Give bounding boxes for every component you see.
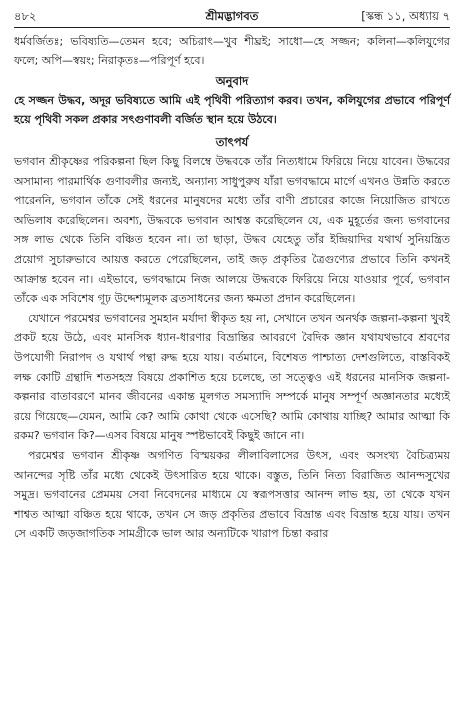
section-reference: [স্কন্ধ ১১, অধ্যায় ৭ — [361, 9, 450, 23]
translation-text: হে সজ্জন উদ্ধব, অদূর ভবিষ্যতে আমি এই পৃথিবী পরিত্যাগ করব। তখন, কলিযুগের প্রভাবে পরিপূর্ণ হয়ে পৃথিবী সকল প্রকার সৎগুণাবলী বর্জিত স্থান হয়ে উঠবে। — [14, 94, 450, 126]
purport-paragraph-1: ভগবান শ্রীকৃষ্ণের পরিকল্পনা ছিল কিছু বিলম্বে উদ্ধবকে তাঁর নিত্যধামে ফিরিয়ে নিয়ে যাবেন। উদ্ধবের অসামান্য পারমার্থিক গুণাবলীর জন্যই, অন্যান্য সাধুপুরুষ যাঁরা ভগবদ্ধামে মার্গে এখনও উন্নতি করতে পারেননি, ভগবান তাঁকে সেই ধরনের মানুষদের মধ্যে তাঁর বাণী প্রচারের কাজে নিয়োজিত রাখতে অভিলাষ করেছিলেন। অবশ্য, উদ্ধবকে ভগবান আশ্বস্ত করেছিলেন যে, এক মুহূর্তের জন্য ভগবানের সঙ্গ লাভ থেকে তিনি বঞ্চিত হবেন না। তা ছাড়া, উদ্ধব যেহেতু তাঁর ইন্দ্রিয়াদির যথার্থ সুনিয়ন্ত্রিত প্রয়োগ সুচারুভাবে আয়ত্ত করতে পেরেছিলেন, তাই জড় প্রকৃতির ত্রৈগুণ্যের প্রভাবে তিনি কখনই আক্রান্ত হবেন না। এইভাবে, ভগবদ্ধামে নিজ আলয়ে উদ্ধবকে ফিরিয়ে নিয়ে যাওয়ার পূর্বে, ভগবান তাঁকে এক সবিশেষ গূঢ় উদ্দেশ্যমূলক ব্রতসাধনের জন্য ক্ষমতা প্রদান করেছিলেন। — [14, 155, 450, 306]
purport-paragraph-3: পরমেশ্বর ভগবান শ্রীকৃষ্ণ অগণিত বিস্ময়কর লীলাবিলাসের উৎস, এবং অসংখ্য বৈচিত্র্যময় আনন্দের সৃষ্টি তাঁর মধ্যে থেকেই উৎসারিত হয়ে থাকে। বস্তুত, তিনি নিত্য বিরাজিত আনন্দসুখের সমুদ্র। ভগবানের প্রেমময় সেবা নিবেদনের মাধ্যমে যে স্বরূপসত্তার আনন্দ লাভ হয়, তা থেকে যখন শাশ্বত আত্মা বঞ্চিত হয়ে থাকে, তখন সে জড় প্রকৃতির প্রভাবে বিভ্রান্ত এবং বিভ্রান্ত হয়ে যায়। তখন সে একটি জড়জাগতিক সামগ্রীকে ভাল আর অন্যটিকে খারাপ চিন্তা করার — [14, 448, 450, 541]
word-gloss: ধর্মবর্জিতঃ; ভবিষ্যতি—তেমন হবে; অচিরাৎ—খুব শীঘ্রই; সাধো—হে সজ্জন; কলিনা—কলিযুগের ফলে; অপি—স্বয়ং; নিরাকৃতঃ—পরিপূর্ণ হবে। — [14, 35, 450, 67]
running-title: শ্রীমদ্ভাগবত — [205, 9, 259, 23]
purport-paragraph-2: যেখানে পরমেশ্বর ভগবানের সুমহান মর্যাদা স্বীকৃত হয় না, সেখানে তখন অনর্থক জল্পনা-কল্পনা খুবই প্রকট হয়ে উঠে, এবং মানসিক ধ্যান-ধারণার বিভ্রান্তির আবরণে বৈদিক জ্ঞান যথাযথভাবে শ্রবণের উপযোগী নিরাপদ ও যথার্থ পন্থা রুদ্ধ হয়ে যায়। বর্তমানে, বিশেষত পাশ্চাত্য দেশগুলিতে, বাস্তবিকই লক্ষ কোটি গ্রন্থাদি শতসহস্র বিষয়ে প্রকাশিত হয়ে চলেছে, তা সত্ত্বেও এই ধরনের মানসিক জল্পনা-কল্পনার বাতাবরণে মানব জীবনের একান্ত মূলগত সমস্যাদি সম্পর্কে মানুষ সম্পূর্ণ অজ্ঞানতার মধ্যেই রয়ে গিয়েছে—যেমন, আমি কে? আমি কোথা থেকে এসেছি? আমি কোথায় যাচ্ছি? আমার আত্মা কি রকম? ভগবান কি?—এসব বিষয়ে মানুষ স্পষ্টভাবেই কিছুই জানে না। — [14, 311, 450, 443]
document-page — [14, 6, 450, 696]
header-rule — [14, 27, 450, 28]
page-number: ৪৮২ — [14, 9, 37, 23]
translation-heading: অনুবাদ — [215, 74, 249, 88]
purport-heading: তাৎপর্য — [215, 135, 249, 149]
page-header — [14, 6, 450, 26]
